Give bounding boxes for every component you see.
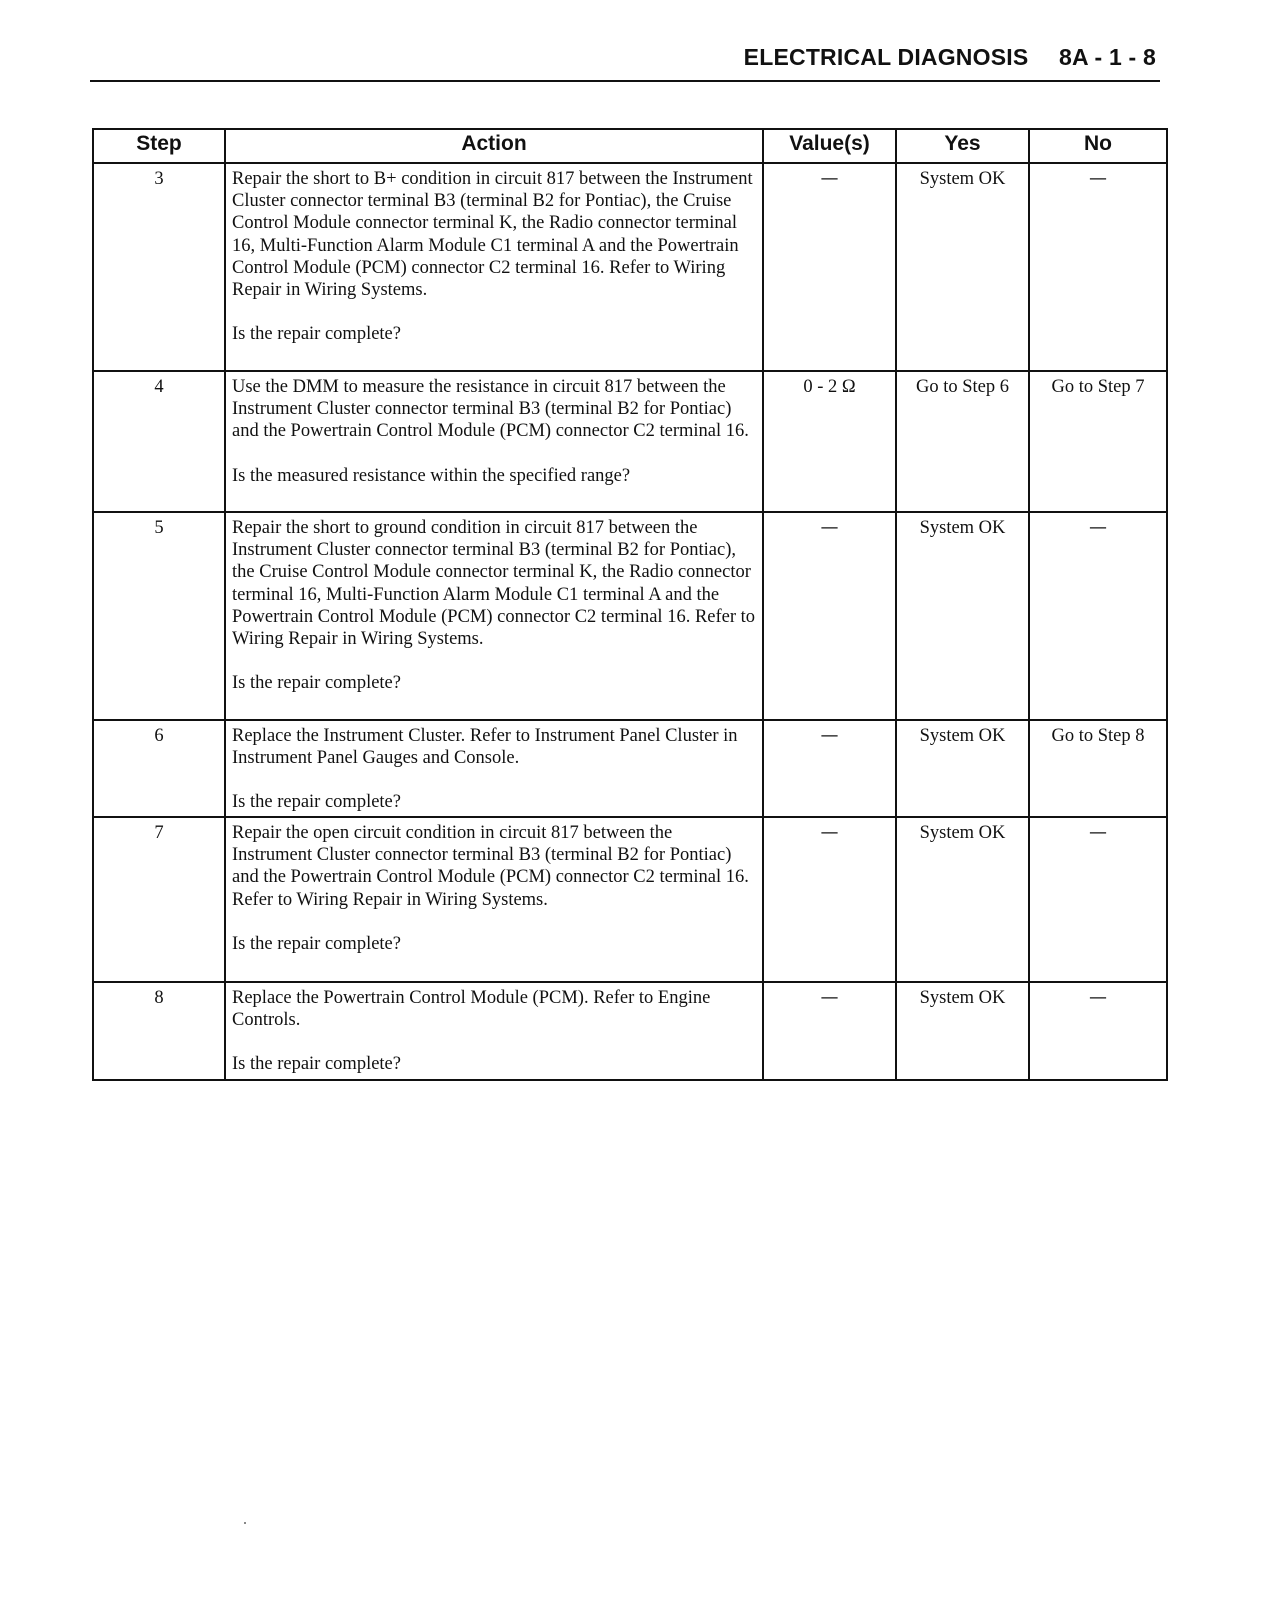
step-number: 8	[93, 982, 225, 1080]
value-cell	[763, 720, 896, 817]
column-header-yes: Yes	[896, 129, 1029, 163]
value-cell	[763, 512, 896, 720]
action-cell	[225, 982, 763, 1080]
yes-cell: System OK	[896, 163, 1029, 371]
value-cell	[763, 982, 896, 1080]
section-title: ELECTRICAL DIAGNOSIS	[743, 44, 1029, 70]
action-question: Is the repair complete?	[232, 673, 401, 694]
step-number: 6	[93, 720, 225, 817]
action-text: Replace the Powertrain Control Module (PCM). Refer to Engine Controls.	[232, 988, 711, 1031]
no-text: —	[1089, 517, 1107, 538]
action-cell	[225, 817, 763, 982]
step-number: 4	[93, 371, 225, 512]
value-text: —	[820, 725, 839, 746]
action-question: Is the repair complete?	[232, 933, 401, 954]
table-row	[93, 982, 1167, 1080]
action-text: Repair the short to B+ condition in circuit 817 between the Instrument Cluster connector terminal B3 (terminal B2 for Pontiac), the Cruise Control Module connector terminal K, the Radio connector terminal 16, Multi-Function Alarm Module C1 terminal A and the Powertrain Control Module (PCM) connector C2 terminal 16. Refer to Wiring Repair in Wiring Systems.	[232, 169, 753, 301]
no-cell: Go to Step 8	[1029, 720, 1167, 817]
yes-cell: System OK	[896, 720, 1029, 817]
action-cell	[225, 163, 763, 371]
scan-speck	[244, 1522, 246, 1524]
no-cell	[1029, 982, 1167, 1080]
column-header-values: Value(s)	[763, 129, 896, 163]
action-question: Is the measured resistance within the specified range?	[232, 465, 631, 486]
action-cell	[225, 371, 763, 512]
no-cell	[1029, 817, 1167, 982]
no-text: —	[1089, 168, 1107, 189]
no-cell	[1029, 512, 1167, 720]
yes-cell: Go to Step 6	[896, 371, 1029, 512]
yes-cell: System OK	[896, 982, 1029, 1080]
value-cell	[763, 817, 896, 982]
diagnostic-table	[92, 128, 1168, 1081]
no-cell: Go to Step 7	[1029, 371, 1167, 512]
column-header-action: Action	[225, 129, 763, 163]
value-text: —	[820, 987, 839, 1008]
column-header-step: Step	[93, 129, 225, 163]
action-cell	[225, 512, 763, 720]
page-header	[90, 42, 1160, 82]
action-text: Use the DMM to measure the resistance in circuit 817 between the Instrument Cluster connector terminal B3 (terminal B2 for Pontiac) and the Powertrain Control Module (PCM) connector C2 terminal 16.	[232, 377, 749, 442]
table-row	[93, 817, 1167, 982]
action-question: Is the repair complete?	[232, 792, 401, 813]
value-text: —	[820, 168, 839, 189]
table-row	[93, 512, 1167, 720]
action-question: Is the repair complete?	[232, 1054, 401, 1075]
yes-cell: System OK	[896, 512, 1029, 720]
step-number: 5	[93, 512, 225, 720]
value-cell: 0 - 2 Ω	[763, 371, 896, 512]
table-row	[93, 720, 1167, 817]
table-row	[93, 163, 1167, 371]
table-row	[93, 371, 1167, 512]
action-question: Is the repair complete?	[232, 324, 401, 345]
value-text: —	[820, 517, 839, 538]
action-text: Replace the Instrument Cluster. Refer to Instrument Panel Cluster in Instrument Panel Gauges and Console.	[232, 726, 738, 769]
no-cell	[1029, 163, 1167, 371]
step-number: 3	[93, 163, 225, 371]
action-cell	[225, 720, 763, 817]
page-header-text	[744, 44, 1156, 71]
section-page-code: 8A - 1 - 8	[1058, 44, 1156, 70]
yes-cell: System OK	[896, 817, 1029, 982]
no-text: —	[1089, 822, 1107, 843]
action-text: Repair the open circuit condition in circuit 817 between the Instrument Cluster connector terminal B3 (terminal B2 for Pontiac) and the Powertrain Control Module (PCM) connector C2 terminal 16. Refer to Wiring Repair in Wiring Systems.	[232, 823, 749, 910]
column-header-no: No	[1029, 129, 1167, 163]
action-text: Repair the short to ground condition in circuit 817 between the Instrument Cluster connector terminal B3 (terminal B2 for Pontiac), the Cruise Control Module connector terminal K, the Radio connector terminal 16, Multi-Function Alarm Module C1 terminal A and the Powertrain Control Module (PCM) connector C2 terminal 16. Refer to Wiring Repair in Wiring Systems.	[232, 518, 756, 650]
table-header-row	[93, 129, 1167, 163]
value-cell	[763, 163, 896, 371]
no-text: —	[1089, 987, 1107, 1008]
value-text: —	[820, 822, 839, 843]
step-number: 7	[93, 817, 225, 982]
